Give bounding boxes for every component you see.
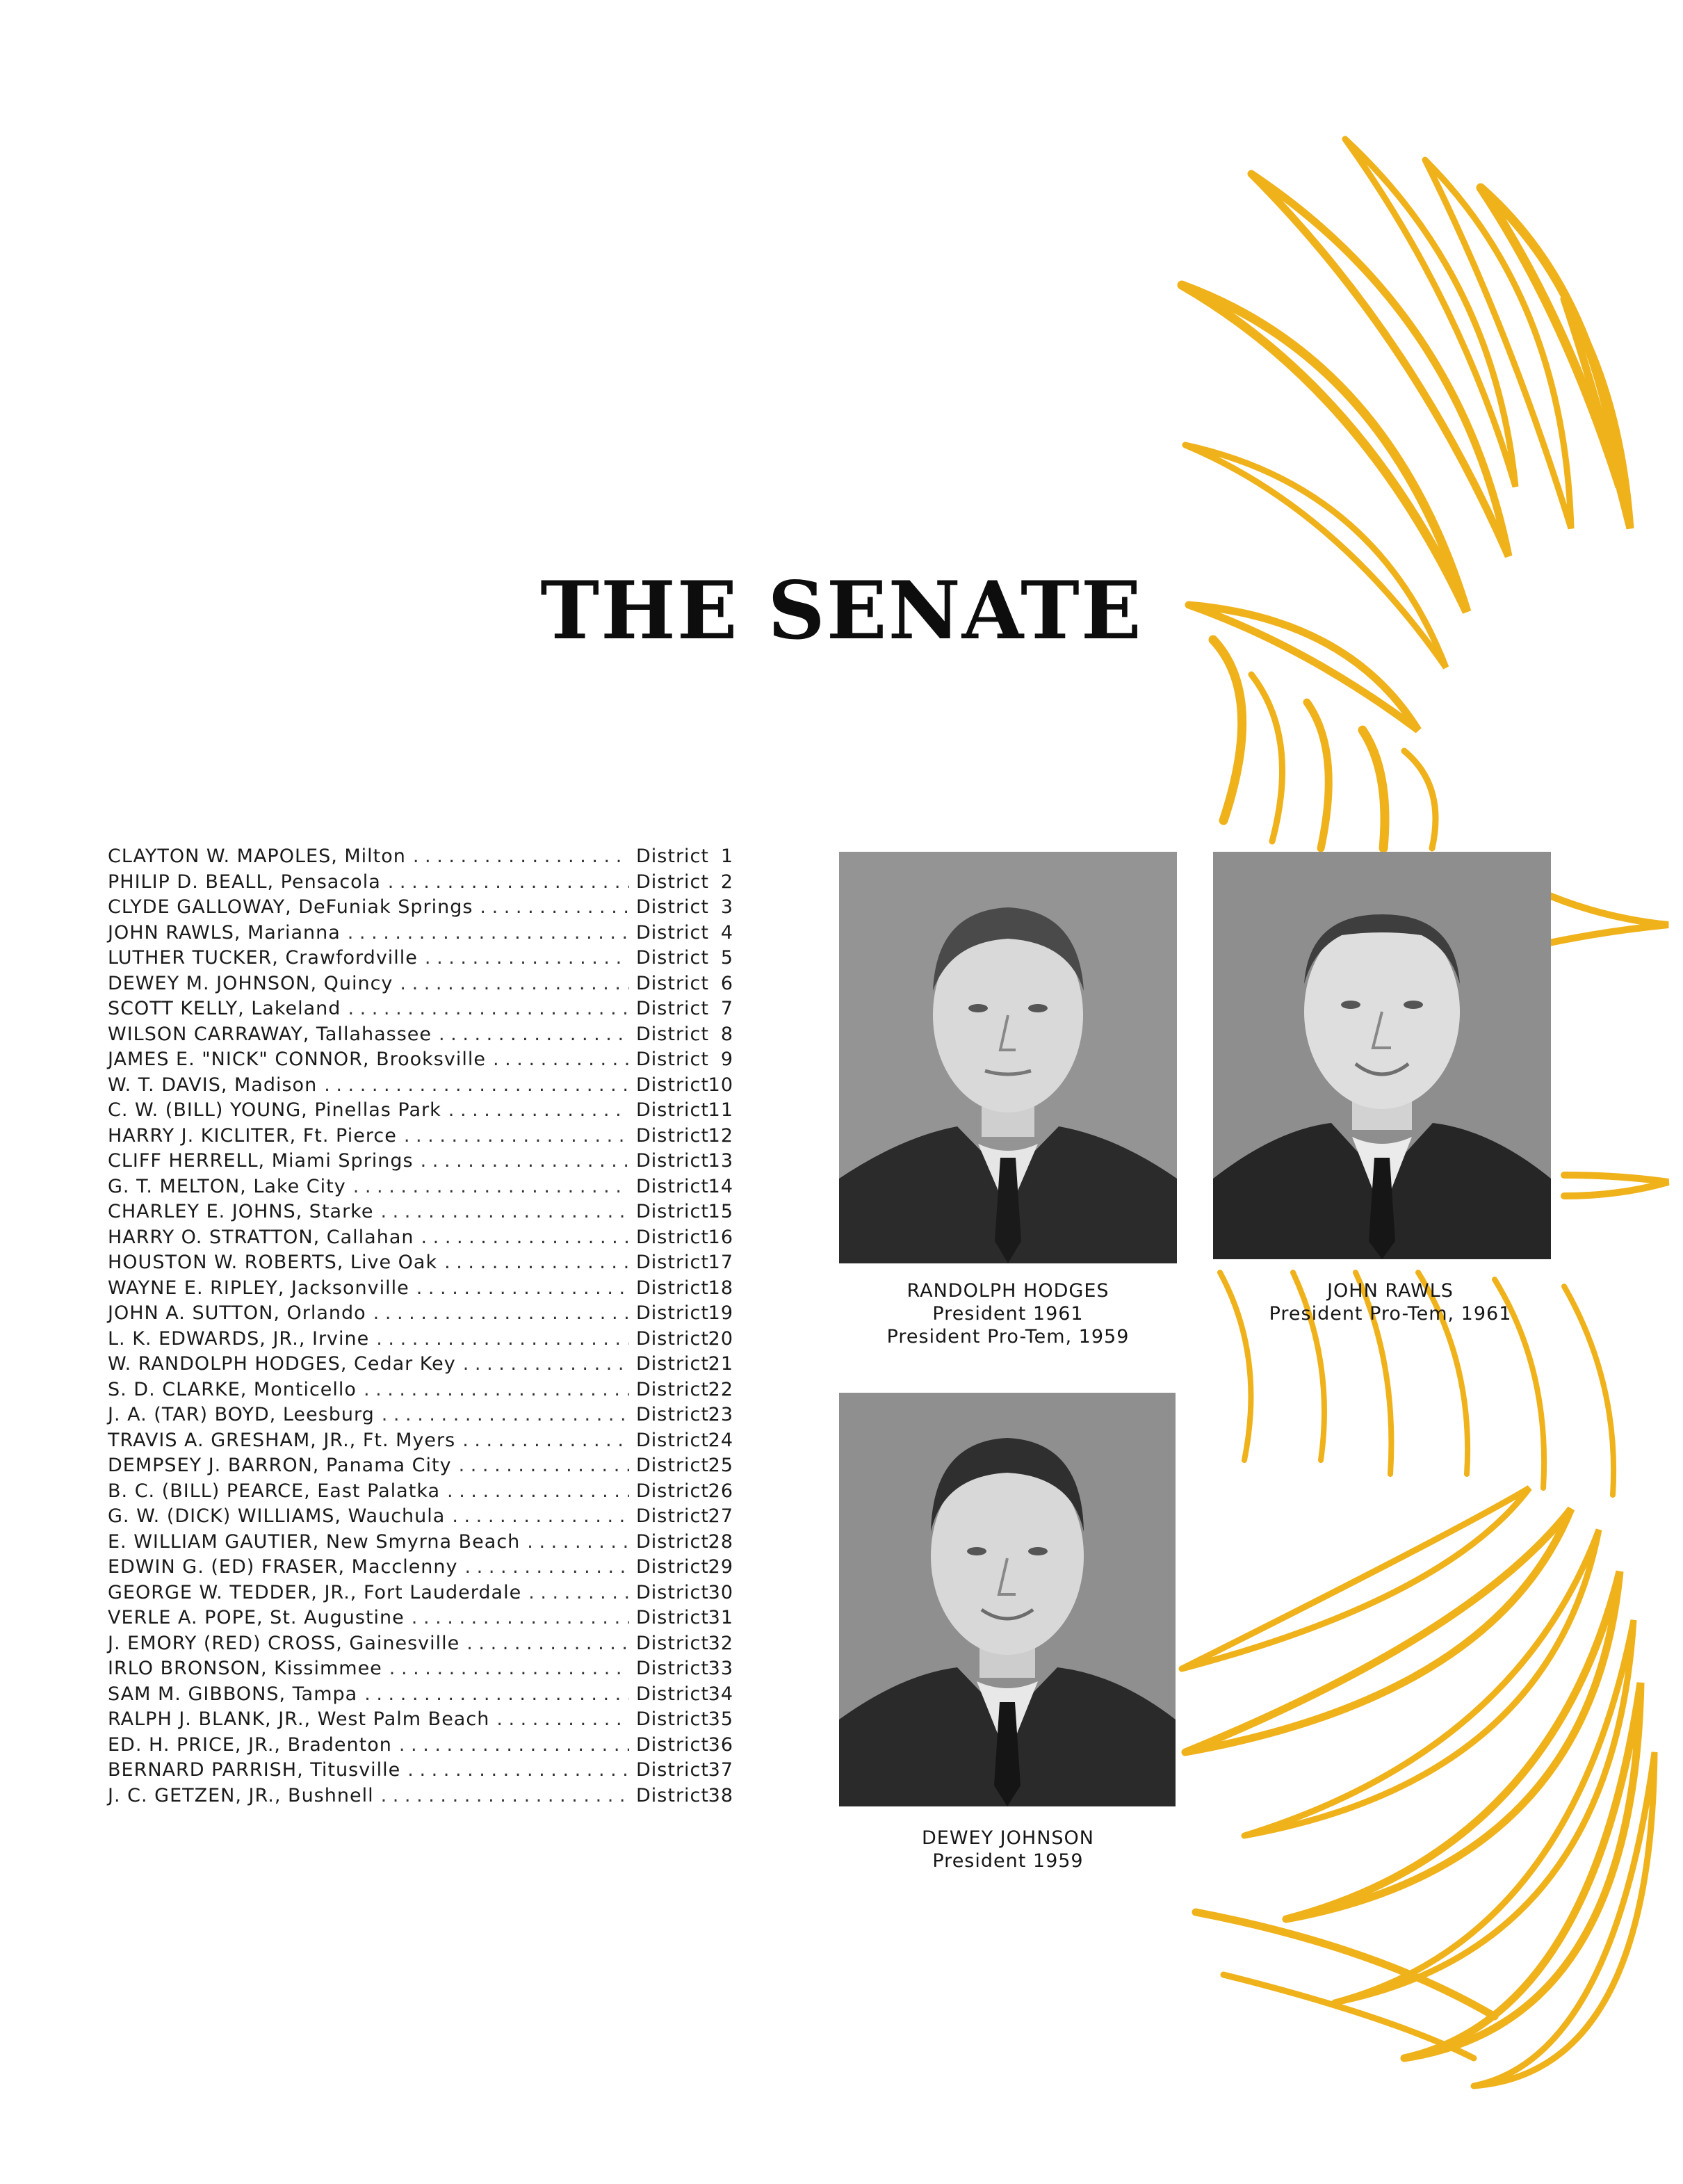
senator-name: WILSON CARRAWAY, Tallahassee	[108, 1023, 432, 1045]
district-number: 18	[708, 1277, 733, 1299]
district-label: District	[636, 1049, 709, 1070]
district-number: 1	[720, 846, 733, 867]
ornament-stroke	[1481, 188, 1620, 487]
leader-dots	[373, 1301, 629, 1327]
district-number: 37	[708, 1759, 733, 1781]
district-number: 23	[708, 1404, 733, 1425]
leader-dots	[452, 1504, 629, 1530]
district-label: District	[636, 1632, 709, 1654]
senator-name: B. C. (BILL) PEARCE, East Palatka	[108, 1480, 441, 1502]
leader-dots	[412, 1605, 629, 1631]
leader-dots	[407, 1758, 629, 1783]
district-label: District	[636, 1074, 709, 1096]
senator-name: DEMPSEY J. BARRON, Panama City	[108, 1455, 452, 1476]
ornament-stroke	[1182, 285, 1467, 612]
district-label: District	[636, 921, 709, 944]
ornament-stroke	[1196, 1912, 1495, 2016]
district-label: District	[636, 1252, 709, 1273]
roster-row	[108, 1783, 733, 1809]
roster-row	[108, 1377, 733, 1403]
leader-dots	[364, 1377, 629, 1403]
district-label: District	[636, 1759, 709, 1781]
district-number: 14	[708, 1175, 733, 1197]
roster-row	[108, 1149, 733, 1174]
senator-name: ED. H. PRICE, JR., Bradenton	[108, 1733, 392, 1756]
caption-name: JOHN RAWLS	[1327, 1280, 1454, 1302]
leader-dots	[413, 844, 629, 870]
roster-row	[108, 1047, 733, 1073]
senator-name: W. T. DAVIS, Madison	[108, 1074, 318, 1096]
leader-dots	[466, 1631, 629, 1657]
district-number: 25	[708, 1455, 733, 1476]
leader-dots	[444, 1250, 629, 1276]
district-number: 30	[708, 1581, 733, 1603]
district-number: 16	[708, 1226, 733, 1248]
district-number: 24	[708, 1429, 733, 1451]
district-number: 29	[708, 1556, 733, 1578]
leader-dots	[389, 1656, 629, 1682]
roster-row	[108, 1352, 733, 1377]
roster-row	[108, 1327, 733, 1352]
roster-row	[108, 1250, 733, 1276]
ornament-stroke	[1223, 1975, 1474, 2058]
roster-row	[108, 1428, 733, 1454]
leader-dots	[353, 1174, 629, 1200]
senator-name: LUTHER TUCKER, Crawfordville	[108, 947, 418, 969]
district-number: 31	[708, 1607, 733, 1628]
ornament-stroke	[1425, 160, 1571, 528]
roster-row	[108, 1707, 733, 1733]
district-label: District	[636, 1708, 709, 1730]
district-number: 2	[720, 871, 733, 893]
district-label: District	[636, 1404, 709, 1425]
ornament-stroke	[1182, 1488, 1529, 1669]
leader-dots	[416, 1276, 629, 1302]
page-title: THE SENATE	[540, 564, 1143, 658]
senator-name: HARRY O. STRATTON, Callahan	[108, 1226, 414, 1248]
ornament-stroke	[1251, 674, 1283, 841]
roster-row	[108, 1098, 733, 1124]
district-number: 19	[708, 1302, 733, 1324]
ornament-stroke	[1345, 139, 1515, 487]
leader-dots	[421, 1225, 629, 1251]
district-label: District	[636, 1455, 709, 1476]
leader-dots	[376, 1327, 629, 1352]
roster-row	[108, 1225, 733, 1251]
roster-row	[108, 1301, 733, 1327]
roster-row	[108, 1073, 733, 1099]
roster-row	[108, 1733, 733, 1758]
district-label: District	[636, 1429, 709, 1451]
district-number: 27	[708, 1505, 733, 1527]
portrait-john-rawls	[1213, 852, 1551, 1259]
roster-row	[108, 1656, 733, 1682]
leader-dots	[465, 1555, 629, 1580]
district-number: 10	[708, 1074, 733, 1096]
caption-title: President Pro-Tem, 1959	[886, 1326, 1130, 1348]
roster-row	[108, 844, 733, 870]
portrait-randolph-hodges	[839, 852, 1177, 1263]
senator-name: JOHN RAWLS, Marianna	[108, 921, 341, 944]
district-number: 22	[708, 1378, 733, 1400]
district-label: District	[636, 1124, 709, 1147]
district-label: District	[636, 1607, 709, 1628]
senator-name: DEWEY M. JOHNSON, Quincy	[108, 972, 393, 994]
leader-dots	[448, 1098, 629, 1124]
district-label: District	[636, 1556, 709, 1578]
leader-dots	[382, 1402, 629, 1428]
senator-name: IRLO BRONSON, Kissimmee	[108, 1658, 382, 1679]
leader-dots	[527, 1530, 629, 1555]
ornament-stroke	[1564, 1175, 1668, 1196]
senator-name: HOUSTON W. ROBERTS, Live Oak	[108, 1252, 438, 1273]
ornament-stroke	[1536, 890, 1668, 946]
ornament-stroke	[1335, 1620, 1634, 2003]
roster-row	[108, 870, 733, 896]
roster-row	[108, 1758, 733, 1783]
district-number: 7	[720, 998, 733, 1019]
district-number: 32	[708, 1632, 733, 1654]
senator-name: L. K. EDWARDS, JR., Irvine	[108, 1327, 370, 1350]
senator-roster	[108, 844, 733, 1809]
leader-dots	[421, 1149, 629, 1174]
roster-row	[108, 921, 733, 946]
leader-dots	[425, 946, 629, 971]
caption-john-rawls	[1237, 1279, 1543, 1325]
roster-row	[108, 1453, 733, 1479]
district-number: 15	[708, 1201, 733, 1222]
district-number: 21	[708, 1353, 733, 1375]
leader-dots	[462, 1428, 629, 1454]
roster-row	[108, 1605, 733, 1631]
district-number: 20	[708, 1327, 733, 1350]
ornament-stroke	[1474, 1752, 1654, 2086]
ornament-stroke	[1564, 1286, 1613, 1495]
district-number: 38	[708, 1784, 733, 1806]
district-label: District	[636, 1353, 709, 1375]
senator-name: RALPH J. BLANK, JR., West Palm Beach	[108, 1708, 490, 1730]
district-number: 35	[708, 1708, 733, 1730]
senator-name: E. WILLIAM GAUTIER, New Smyrna Beach	[108, 1530, 521, 1553]
ornament-stroke	[1286, 1571, 1620, 1919]
district-number: 6	[720, 972, 733, 994]
ornament-stroke	[1307, 702, 1328, 848]
senator-name: W. RANDOLPH HODGES, Cedar Key	[108, 1353, 456, 1375]
roster-row	[108, 1580, 733, 1606]
district-number: 5	[720, 947, 733, 969]
senator-name: CLIFF HERRELL, Miami Springs	[108, 1150, 414, 1172]
district-number: 4	[720, 921, 733, 944]
senator-name: WAYNE E. RIPLEY, Jacksonville	[108, 1277, 409, 1299]
leader-dots	[388, 870, 629, 896]
senator-name: TRAVIS A. GRESHAM, JR., Ft. Myers	[108, 1429, 456, 1451]
leader-dots	[348, 921, 629, 946]
senator-name: CLAYTON W. MAPOLES, Milton	[108, 846, 406, 867]
leader-dots	[404, 1124, 629, 1149]
senator-name: HARRY J. KICLITER, Ft. Pierce	[108, 1124, 397, 1147]
leader-dots	[528, 1580, 629, 1606]
district-label: District	[636, 1378, 709, 1400]
senator-name: J. A. (TAR) BOYD, Leesburg	[108, 1404, 375, 1425]
leader-dots	[364, 1682, 629, 1708]
caption-name: DEWEY JOHNSON	[922, 1827, 1094, 1849]
district-number: 28	[708, 1530, 733, 1553]
district-number: 3	[720, 896, 733, 918]
roster-row	[108, 971, 733, 997]
caption-randolph-hodges	[831, 1279, 1185, 1348]
senator-name: CLYDE GALLOWAY, DeFuniak Springs	[108, 896, 473, 918]
senator-name: SCOTT KELLY, Lakeland	[108, 998, 341, 1019]
senator-name: G. W. (DICK) WILLIAMS, Wauchula	[108, 1505, 446, 1527]
roster-row	[108, 1555, 733, 1580]
senator-name: GEORGE W. TEDDER, JR., Fort Lauderdale	[108, 1581, 522, 1603]
portrait-dewey-johnson	[839, 1393, 1176, 1806]
senator-name: S. D. CLARKE, Monticello	[108, 1378, 357, 1400]
caption-name: RANDOLPH HODGES	[906, 1280, 1109, 1302]
roster-row	[108, 1276, 733, 1302]
roster-row	[108, 946, 733, 971]
district-label: District	[636, 1505, 709, 1527]
district-label: District	[636, 1023, 709, 1045]
roster-row	[108, 996, 733, 1022]
district-label: District	[636, 1581, 709, 1603]
ornament-stroke	[1363, 730, 1385, 848]
senator-name: BERNARD PARRISH, Titusville	[108, 1759, 401, 1781]
district-label: District	[636, 1784, 709, 1806]
senator-name: C. W. (BILL) YOUNG, Pinellas Park	[108, 1099, 441, 1121]
senator-name: EDWIN G. (ED) FRASER, Macclenny	[108, 1556, 458, 1578]
roster-row	[108, 1124, 733, 1149]
district-label: District	[636, 846, 709, 867]
district-number: 9	[720, 1049, 733, 1070]
roster-row	[108, 1022, 733, 1048]
district-label: District	[636, 1226, 709, 1248]
caption-dewey-johnson	[831, 1827, 1185, 1872]
district-label: District	[636, 1099, 709, 1121]
district-label: District	[636, 1327, 709, 1350]
leader-dots	[493, 1047, 629, 1073]
senator-name: PHILIP D. BEALL, Pensacola	[108, 871, 381, 893]
caption-title: President Pro-Tem, 1961	[1269, 1303, 1512, 1325]
roster-row	[108, 1479, 733, 1505]
district-number: 8	[720, 1023, 733, 1045]
ornament-stroke	[1404, 1683, 1641, 2058]
senator-name: SAM M. GIBBONS, Tampa	[108, 1683, 358, 1705]
ornament-stroke	[1185, 1509, 1571, 1752]
senator-name: VERLE A. POPE, St. Augustine	[108, 1607, 405, 1628]
leader-dots	[400, 971, 629, 997]
ornament-stroke	[1251, 174, 1509, 556]
district-label: District	[636, 1658, 709, 1679]
district-number: 34	[708, 1683, 733, 1705]
roster-row	[108, 895, 733, 921]
district-label: District	[636, 1480, 709, 1502]
senator-name: JOHN A. SUTTON, Orlando	[108, 1302, 366, 1324]
caption-title: President 1959	[932, 1850, 1084, 1872]
roster-row	[108, 1174, 733, 1200]
district-number: 36	[708, 1733, 733, 1756]
roster-row	[108, 1199, 733, 1225]
district-label: District	[636, 972, 709, 994]
district-label: District	[636, 1302, 709, 1324]
senator-name: CHARLEY E. JOHNS, Starke	[108, 1201, 374, 1222]
district-label: District	[636, 947, 709, 969]
district-label: District	[636, 1201, 709, 1222]
senator-name: JAMES E. "NICK" CONNOR, Brooksville	[108, 1049, 486, 1070]
district-number: 13	[708, 1150, 733, 1172]
senator-name: G. T. MELTON, Lake City	[108, 1175, 346, 1197]
leader-dots	[496, 1707, 629, 1733]
leader-dots	[380, 1199, 629, 1225]
leader-dots	[381, 1783, 629, 1809]
roster-row	[108, 1682, 733, 1708]
district-number: 11	[708, 1099, 733, 1121]
district-label: District	[636, 896, 709, 918]
leader-dots	[463, 1352, 629, 1377]
district-label: District	[636, 1683, 709, 1705]
roster-row	[108, 1402, 733, 1428]
ornament-stroke	[1404, 751, 1436, 848]
leader-dots	[459, 1453, 629, 1479]
district-number: 26	[708, 1480, 733, 1502]
district-label: District	[636, 1175, 709, 1197]
leader-dots	[399, 1733, 629, 1758]
caption-title: President 1961	[932, 1303, 1084, 1325]
district-label: District	[636, 1150, 709, 1172]
leader-dots	[480, 895, 629, 921]
district-number: 12	[708, 1124, 733, 1147]
senator-name: J. C. GETZEN, JR., Bushnell	[108, 1784, 374, 1806]
roster-row	[108, 1504, 733, 1530]
district-number: 17	[708, 1252, 733, 1273]
roster-row	[108, 1631, 733, 1657]
district-number: 33	[708, 1658, 733, 1679]
leader-dots	[348, 996, 629, 1022]
district-label: District	[636, 998, 709, 1019]
leader-dots	[324, 1073, 629, 1099]
roster-row	[108, 1530, 733, 1555]
leader-dots	[447, 1479, 629, 1505]
district-label: District	[636, 871, 709, 893]
ornament-stroke	[1244, 1530, 1599, 1836]
leader-dots	[439, 1022, 629, 1048]
senator-name: J. EMORY (RED) CROSS, Gainesville	[108, 1632, 460, 1654]
ornament-stroke	[1213, 640, 1242, 820]
ornament-stroke	[1564, 299, 1630, 528]
district-label: District	[636, 1530, 709, 1553]
district-label: District	[636, 1277, 709, 1299]
district-label: District	[636, 1733, 709, 1756]
